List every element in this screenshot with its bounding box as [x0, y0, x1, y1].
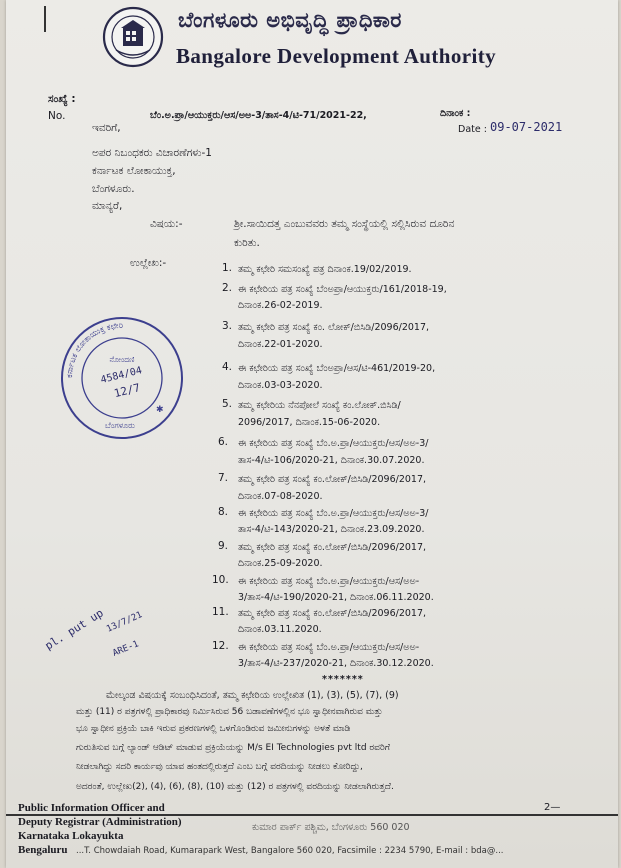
title-kannada: ಬೆಂಗಳೂರು ಅಭಿವೃದ್ಧಿ ಪ್ರಾಧಿಕಾರ	[178, 8, 402, 32]
ref-item-line1: ತಮ್ಮ ಕಛೇರಿ ಪತ್ರ ಸಂಖ್ಯೆ ಕಂ. ಲೋಕ್/ಬಿಸಿಡಿ/2096/2017,	[238, 322, 430, 333]
annotation-line3: ARE-1	[111, 639, 141, 659]
ref-item-line1: ಈ ಕಛೇರಿಯ ಪತ್ರ ಸಂಖ್ಯೆ ಬೆಂ.ಅ.ಪ್ರಾ/ಆಯುಕ್ತರು/ಆಸ/ಅಅ-3/	[238, 508, 429, 519]
page-marker: 2—	[544, 802, 561, 813]
addressee-line2: ಕರ್ನಾಟಕ ಲೋಕಾಯುಕ್ತ,	[92, 165, 176, 177]
letter-page	[6, 0, 618, 868]
ref-item-line2: ದಿನಾಂಕ.03.11.2020.	[238, 624, 322, 635]
ref-item-number: 12.	[212, 640, 229, 652]
officer-line3: Karnataka Lokayukta	[18, 830, 124, 842]
stamp-inner-text: ನೋಂದಣಿ	[109, 355, 135, 364]
address-english: ...T. Chowdaiah Road, Kumarapark West, Bangalore 560 020, Facsimile : 2234 5790, E-mail : bda@...	[76, 846, 504, 856]
annotation-line1: pl. put up	[42, 606, 106, 653]
body-line: ಭೂ ಸ್ವಾಧೀನ ಪ್ರಕ್ರಿಯೆ ಬಾಕಿ ಇರುವ ಪ್ರಕರಣಗಳಲ್ಲಿ ಒಳಗೊಂಡಿರುವ ಜಮೀನುಗಳನ್ನು ಅಳತೆ ಮಾಡಿ	[76, 724, 351, 734]
stamp-hand-date: 12/7	[112, 381, 142, 401]
ref-item-line1: ಈ ಕಛೇರಿಯ ಪತ್ರ ಸಂಖ್ಯೆ ಬೆಂ.ಅ.ಪ್ರಾ/ಆಯುಕ್ತರು/ಆಸ/ಅಅ-3/	[238, 438, 429, 449]
ref-item-line2: 2096/2017, ದಿನಾಂಕ.15-06-2020.	[238, 417, 381, 428]
addressee-line1: ಅಪರ ನಿಬಂಧಕರು ವಿಚಾರಣೆಗಳು-1	[92, 147, 212, 159]
ref-label-english: No.	[48, 110, 66, 122]
addressee-to: ಇವರಿಗೆ,	[92, 122, 121, 134]
addressee-line3: ಬೆಂಗಳೂರು.	[92, 183, 135, 195]
ref-item-line2: ತಾಸ-4/ಟಿ-143/2020-21, ದಿನಾಂಕ.23.09.2020.	[238, 524, 425, 535]
ref-item-number: 4.	[222, 361, 233, 373]
ref-item-line2: ದಿನಾಂಕ.25-09-2020.	[238, 558, 323, 569]
body-line: ಮತ್ತು (11) ರ ಪತ್ರಗಳಲ್ಲಿ ಪ್ರಾಧಿಕಾರವು ನಿರ್ಮಿಸಿರುವ 56 ಬಡಾವಣೆಗಳಲ್ಲಿನ ಭೂ ಸ್ವಾಧೀನವಾಗಿರುವ ಮತ್ತು	[76, 707, 383, 717]
ref-item-line2: 3/ತಾಸ-4/ಟಿ-237/2020-21, ದಿನಾಂಕ.30.12.2020.	[238, 658, 434, 669]
officer-line1: Public Information Officer and	[18, 802, 165, 814]
received-stamp	[58, 312, 186, 444]
salutation: ಮಾನ್ಯರೆ,	[92, 200, 123, 212]
ref-item-line2: 3/ತಾಸ-4/ಟಿ-190/2020-21, ದಿನಾಂಕ.06.11.2020.	[238, 592, 434, 603]
ref-item-line2: ದಿನಾಂಕ.03-03-2020.	[238, 380, 323, 391]
ref-item-number: 2.	[222, 282, 233, 294]
ref-item-line2: ದಿನಾಂಕ.22-01-2020.	[238, 339, 323, 350]
date-label-english: Date :	[458, 124, 487, 135]
ref-item-line1: ಈ ಕಛೇರಿಯ ಪತ್ರ ಸಂಖ್ಯೆ ಬೆಂ.ಅ.ಪ್ರಾ/ಆಯುಕ್ತರು/ಆಸ/ಅಅ-	[238, 642, 420, 653]
ref-item-line1: ತಮ್ಮ ಕಛೇರಿ ಪತ್ರ ಸಂಖ್ಯೆ ಕಂ.ಲೋಕ್/ಬಿಸಿಡಿ/2096/2017,	[238, 474, 427, 485]
ref-item-line2: ದಿನಾಂಕ.26-02-2019.	[238, 300, 323, 311]
ref-number: ಬೆಂ.ಅ.ಪ್ರಾ/ಆಯುಕ್ತರು/ಆಸ/ಅಅ-3/ತಾಸ-4/ಟಿ-71/2021-22,	[150, 110, 367, 121]
officer-line4: Bengaluru	[18, 844, 68, 856]
stamp-hand-number: 4584/04	[99, 365, 144, 387]
stamp-city: ಬೆಂಗಳೂರು	[105, 421, 135, 430]
ref-item-number: 1.	[222, 262, 233, 274]
ref-item-line2: ತಾಸ-4/ಟಿ-106/2020-21, ದಿನಾಂಕ.30.07.2020.	[238, 455, 425, 466]
ref-item-line1: ತಮ್ಮ ಕಛೇರಿ ಪತ್ರ ಸಂಖ್ಯೆ ಕಂ.ಲೋಕ್/ಬಿಸಿಡಿ/2096/2017,	[238, 608, 427, 619]
bda-logo-icon	[102, 6, 164, 68]
ref-item-line2: ದಿನಾಂಕ.07-08-2020.	[238, 491, 323, 502]
ref-item-number: 8.	[218, 506, 229, 518]
ref-item-number: 9.	[218, 540, 229, 552]
ref-item-line1: ಈ ಕಛೇರಿಯ ಪತ್ರ ಸಂಖ್ಯೆ ಬೆಂ.ಅ.ಪ್ರಾ/ಆಯುಕ್ತರು/ಆಸ/ಅಅ-	[238, 576, 420, 587]
ref-label-kannada: ಸಂಖ್ಯೆ :	[48, 93, 76, 105]
ref-item-line1: ತಮ್ಮ ಕಛೇರಿಯ ನೆನಪೋಲೆ ಸಂಖ್ಯೆ ಕಂ.ಲೋಕ್.ಬಿಸಿಡಿ/	[238, 400, 401, 411]
ref-item-number: 10.	[212, 574, 229, 586]
subject-label: ವಿಷಯ:-	[150, 218, 183, 230]
ref-item-number: 6.	[218, 436, 229, 448]
ref-item-line1: ತಮ್ಮ ಕಛೇರಿ ಸಮಸಂಖ್ಯೆ ಪತ್ರ ದಿನಾಂಕ.19/02/2019.	[238, 264, 412, 275]
body-line: ನೀಡಲಾಗಿದ್ದು ಸದರಿ ಕಾರ್ಯವು ಯಾವ ಹಂತದಲ್ಲಿರುತ್ತದೆ ಎಂಬ ಬಗ್ಗೆ ವರದಿಯನ್ನು ನೀಡಲು ಕೋರಿದ್ದು,	[76, 762, 363, 772]
ref-item-number: 11.	[212, 606, 229, 618]
body-line: ಅದರಂತೆ, ಉಲ್ಲೇಖ(2), (4), (6), (8), (10) ಮತ್ತು (12) ರ ಪತ್ರಗಳಲ್ಲಿ ವರದಿಯನ್ನು ನೀಡಲಾಗಿರುತ್ತದೆ.	[76, 782, 394, 792]
handwritten-annotation	[42, 592, 182, 672]
ref-item-number: 7.	[218, 472, 229, 484]
subject-line1: ಶ್ರೀ.ಸಾಯಿದತ್ತ ಎಂಬುವವರು ತಮ್ಮ ಸಂಸ್ಥೆಯಲ್ಲಿ ಸಲ್ಲಿಸಿರುವ ದೂರಿನ	[234, 218, 455, 230]
subject-line2: ಕುರಿತು.	[234, 237, 260, 249]
ref-item-line1: ಈ ಕಛೇರಿಯ ಪತ್ರ ಸಂಖ್ಯೆ ಬೆಂಅಪ್ರಾ/ಆಸ/ಟಿ-461/2019-20,	[238, 363, 436, 374]
stamp-ring-text: ಕರ್ನಾಟಕ ಲೋಕಾಯುಕ್ತ ಕಛೇರಿ	[64, 320, 124, 379]
address-kannada: ಕುಮಾರ ಪಾರ್ಕ್ ಪಶ್ಚಿಮ, ಬೆಂಗಳೂರು 560 020	[252, 822, 410, 833]
annotation-line2: 13/7/21	[105, 610, 144, 635]
references-label: ಉಲ್ಲೇಖ:-	[130, 257, 167, 269]
references-separator: *******	[322, 674, 364, 685]
date-value: 09-07-2021	[490, 120, 563, 134]
stamp-star-icon: ✱	[156, 405, 164, 415]
body-line: ಮೇಲ್ಕಂಡ ವಿಷಯಕ್ಕೆ ಸಂಬಂಧಿಸಿದಂತೆ, ತಮ್ಮ ಕಛೇರಿಯ ಉಲ್ಲೇಖಿತ (1), (3), (5), (7), (9)	[106, 690, 399, 701]
title-english: Bangalore Development Authority	[176, 44, 496, 68]
officer-line2: Deputy Registrar (Administration)	[18, 816, 182, 828]
ref-item-line1: ಈ ಕಛೇರಿಯ ಪತ್ರ ಸಂಖ್ಯೆ ಬೆಂಅಪ್ರಾ/ಆಯುಕ್ತರು/161/2018-19,	[238, 284, 447, 295]
date-label-kannada: ದಿನಾಂಕ :	[440, 108, 471, 119]
ref-item-number: 5.	[222, 398, 233, 410]
margin-mark	[44, 6, 46, 32]
ref-item-number: 3.	[222, 320, 233, 332]
ref-item-line1: ತಮ್ಮ ಕಛೇರಿ ಪತ್ರ ಸಂಖ್ಯೆ ಕಂ.ಲೋಕ್/ಬಿಸಿಡಿ/2096/2017,	[238, 542, 427, 553]
body-line: ಗುರುತಿಸುವ ಬಗ್ಗೆ ಲ್ಯಾಂಡ್ ಆಡಿಟ್ ಮಾಡುವ ಪ್ರಕ್ರಿಯೆಯನ್ನು M/s EI Technologies pvt ltd ರವರಿಗೆ	[76, 743, 390, 753]
